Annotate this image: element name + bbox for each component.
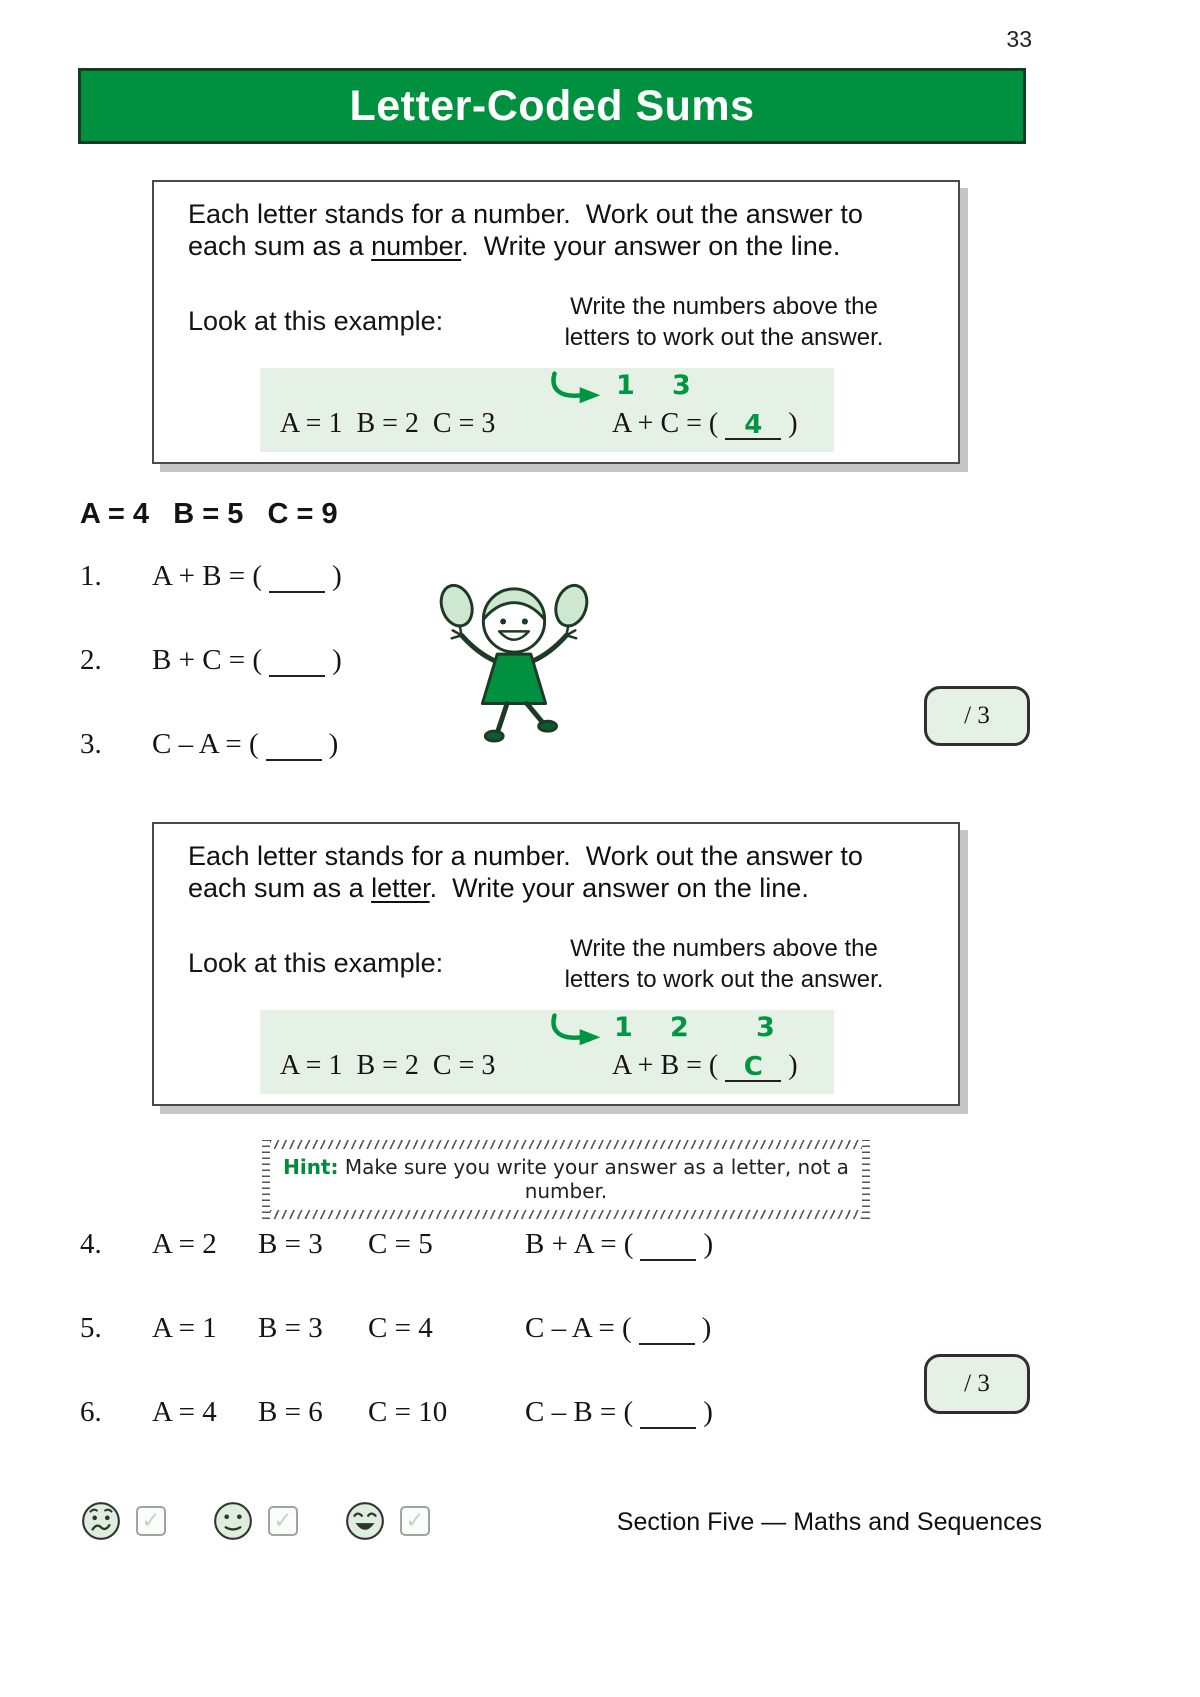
example-note xyxy=(552,934,896,995)
example-note xyxy=(552,292,896,353)
instruction-line1: Each letter stands for a number. Work out the answer to xyxy=(188,199,863,229)
example-sum xyxy=(612,1050,798,1082)
answer-blank[interactable] xyxy=(725,410,781,440)
happy-face-icon xyxy=(344,1500,386,1542)
self-assessment-row xyxy=(80,1500,430,1542)
curved-arrow-icon xyxy=(546,1012,608,1048)
key-b: B = 6 xyxy=(258,1396,323,1428)
section-footer: Section Five — Maths and Sequences xyxy=(616,1508,1042,1536)
note-line1: Write the numbers above the xyxy=(570,293,878,320)
instruction-line1: Each letter stands for a number. Work out the answer to xyxy=(188,841,863,871)
key-a: A = 1 xyxy=(152,1312,217,1344)
answer-blank[interactable] xyxy=(640,1399,696,1429)
neutral-checkbox[interactable] xyxy=(268,1506,298,1536)
answer-blank[interactable] xyxy=(266,731,322,761)
question-row xyxy=(80,1312,711,1345)
question-row xyxy=(80,560,342,593)
sum-close: ) xyxy=(788,408,798,439)
question-row xyxy=(80,1396,713,1429)
score-box xyxy=(924,1354,1030,1414)
instruction-line2-post: . Write your answer on the line. xyxy=(461,231,841,262)
question-expression: A + B = ( xyxy=(152,560,263,592)
hint-border-left xyxy=(262,1140,270,1219)
key-b: B = 3 xyxy=(258,1228,323,1260)
example-sum xyxy=(612,408,798,440)
sum-expression: A + C = ( xyxy=(612,408,719,439)
example-label: Look at this example: xyxy=(188,948,444,978)
overlay-digit: 3 xyxy=(672,370,691,401)
sad-face-icon xyxy=(80,1500,122,1542)
instruction-text xyxy=(188,198,863,263)
girl-illustration xyxy=(430,560,598,762)
example-answer: 4 xyxy=(744,410,763,440)
answer-blank[interactable] xyxy=(725,1052,781,1082)
question-expression: C – B = ( xyxy=(525,1396,634,1428)
answer-blank[interactable] xyxy=(269,647,325,677)
question-row xyxy=(80,728,338,761)
note-line2: letters to work out the answer. xyxy=(564,323,884,351)
neutral-face-icon xyxy=(212,1500,254,1542)
overlay-digit: 1 xyxy=(614,1012,633,1043)
key-c: C = 10 xyxy=(368,1396,448,1428)
example-answer: C xyxy=(743,1052,763,1082)
overlay-digit: 3 xyxy=(756,1012,775,1043)
example-box xyxy=(260,1010,834,1094)
question-expression: C – A = ( xyxy=(525,1312,632,1344)
question-number: 2. xyxy=(80,644,102,676)
page-number: 33 xyxy=(1006,26,1032,52)
answer-blank[interactable] xyxy=(269,563,325,593)
instruction-line2-post: . Write your answer on the line. xyxy=(429,873,809,904)
question-number: 5. xyxy=(80,1312,102,1344)
question-close: ) xyxy=(332,560,342,592)
title-banner xyxy=(78,68,1026,144)
instruction-box-numbers xyxy=(152,180,960,464)
checkmark-icon: ✓ xyxy=(141,1507,161,1534)
question-close: ) xyxy=(332,644,342,676)
key-c: C = 5 xyxy=(368,1228,433,1260)
hint-border-bottom xyxy=(270,1210,862,1219)
instruction-text xyxy=(188,840,863,905)
hint-border-right xyxy=(862,1140,870,1219)
instruction-underlined-word: letter xyxy=(371,873,430,904)
question-number: 4. xyxy=(80,1228,102,1260)
question-number: 1. xyxy=(80,560,102,592)
key-a: A = 4 xyxy=(152,1396,217,1428)
checkmark-icon: ✓ xyxy=(273,1507,293,1534)
question-row xyxy=(80,644,342,677)
page-title: Letter-Coded Sums xyxy=(349,81,755,130)
question-number: 3. xyxy=(80,728,102,760)
sum-expression: A + B = ( xyxy=(612,1050,719,1081)
instruction-box-letters xyxy=(152,822,960,1106)
example-box xyxy=(260,368,834,452)
letter-key: A = 1 B = 2 C = 3 xyxy=(280,1050,496,1081)
answer-blank[interactable] xyxy=(640,1231,696,1261)
key-b: B = 3 xyxy=(258,1312,323,1344)
question-number: 6. xyxy=(80,1396,102,1428)
happy-checkbox[interactable] xyxy=(400,1506,430,1536)
score-label: / 3 xyxy=(964,702,990,729)
overlay-digit: 1 xyxy=(616,370,635,401)
example-label: Look at this example: xyxy=(188,306,444,336)
curved-arrow-icon xyxy=(546,370,608,406)
checkmark-icon: ✓ xyxy=(405,1507,425,1534)
key-c: C = 4 xyxy=(368,1312,433,1344)
question-expression: C – A = ( xyxy=(152,728,259,760)
score-box xyxy=(924,686,1030,746)
sad-checkbox[interactable] xyxy=(136,1506,166,1536)
answer-blank[interactable] xyxy=(639,1315,695,1345)
note-line1: Write the numbers above the xyxy=(570,935,878,962)
question-expression: B + C = ( xyxy=(152,644,263,676)
hint-message: Make sure you write your answer as a letter, not a number. xyxy=(338,1155,849,1203)
question-close: ) xyxy=(703,1228,714,1260)
letter-key-line: A = 4 B = 5 C = 9 xyxy=(80,498,338,530)
sum-close: ) xyxy=(788,1050,798,1081)
key-a: A = 2 xyxy=(152,1228,217,1260)
question-row xyxy=(80,1228,713,1261)
instruction-line2-pre: each sum as a xyxy=(188,873,372,904)
score-label: / 3 xyxy=(964,1370,990,1397)
hint-text xyxy=(270,1149,862,1210)
question-expression: B + A = ( xyxy=(525,1228,634,1260)
hint-label: Hint: xyxy=(283,1155,339,1179)
question-close: ) xyxy=(328,728,339,760)
hint-box xyxy=(262,1140,870,1219)
hint-border-top xyxy=(270,1140,862,1149)
instruction-underlined-word: number xyxy=(371,231,462,262)
question-close: ) xyxy=(703,1396,713,1428)
note-line2: letters to work out the answer. xyxy=(564,965,884,993)
question-close: ) xyxy=(701,1312,712,1344)
overlay-digit: 2 xyxy=(670,1012,689,1043)
letter-key: A = 1 B = 2 C = 3 xyxy=(280,408,496,439)
instruction-line2-pre: each sum as a xyxy=(188,231,372,262)
